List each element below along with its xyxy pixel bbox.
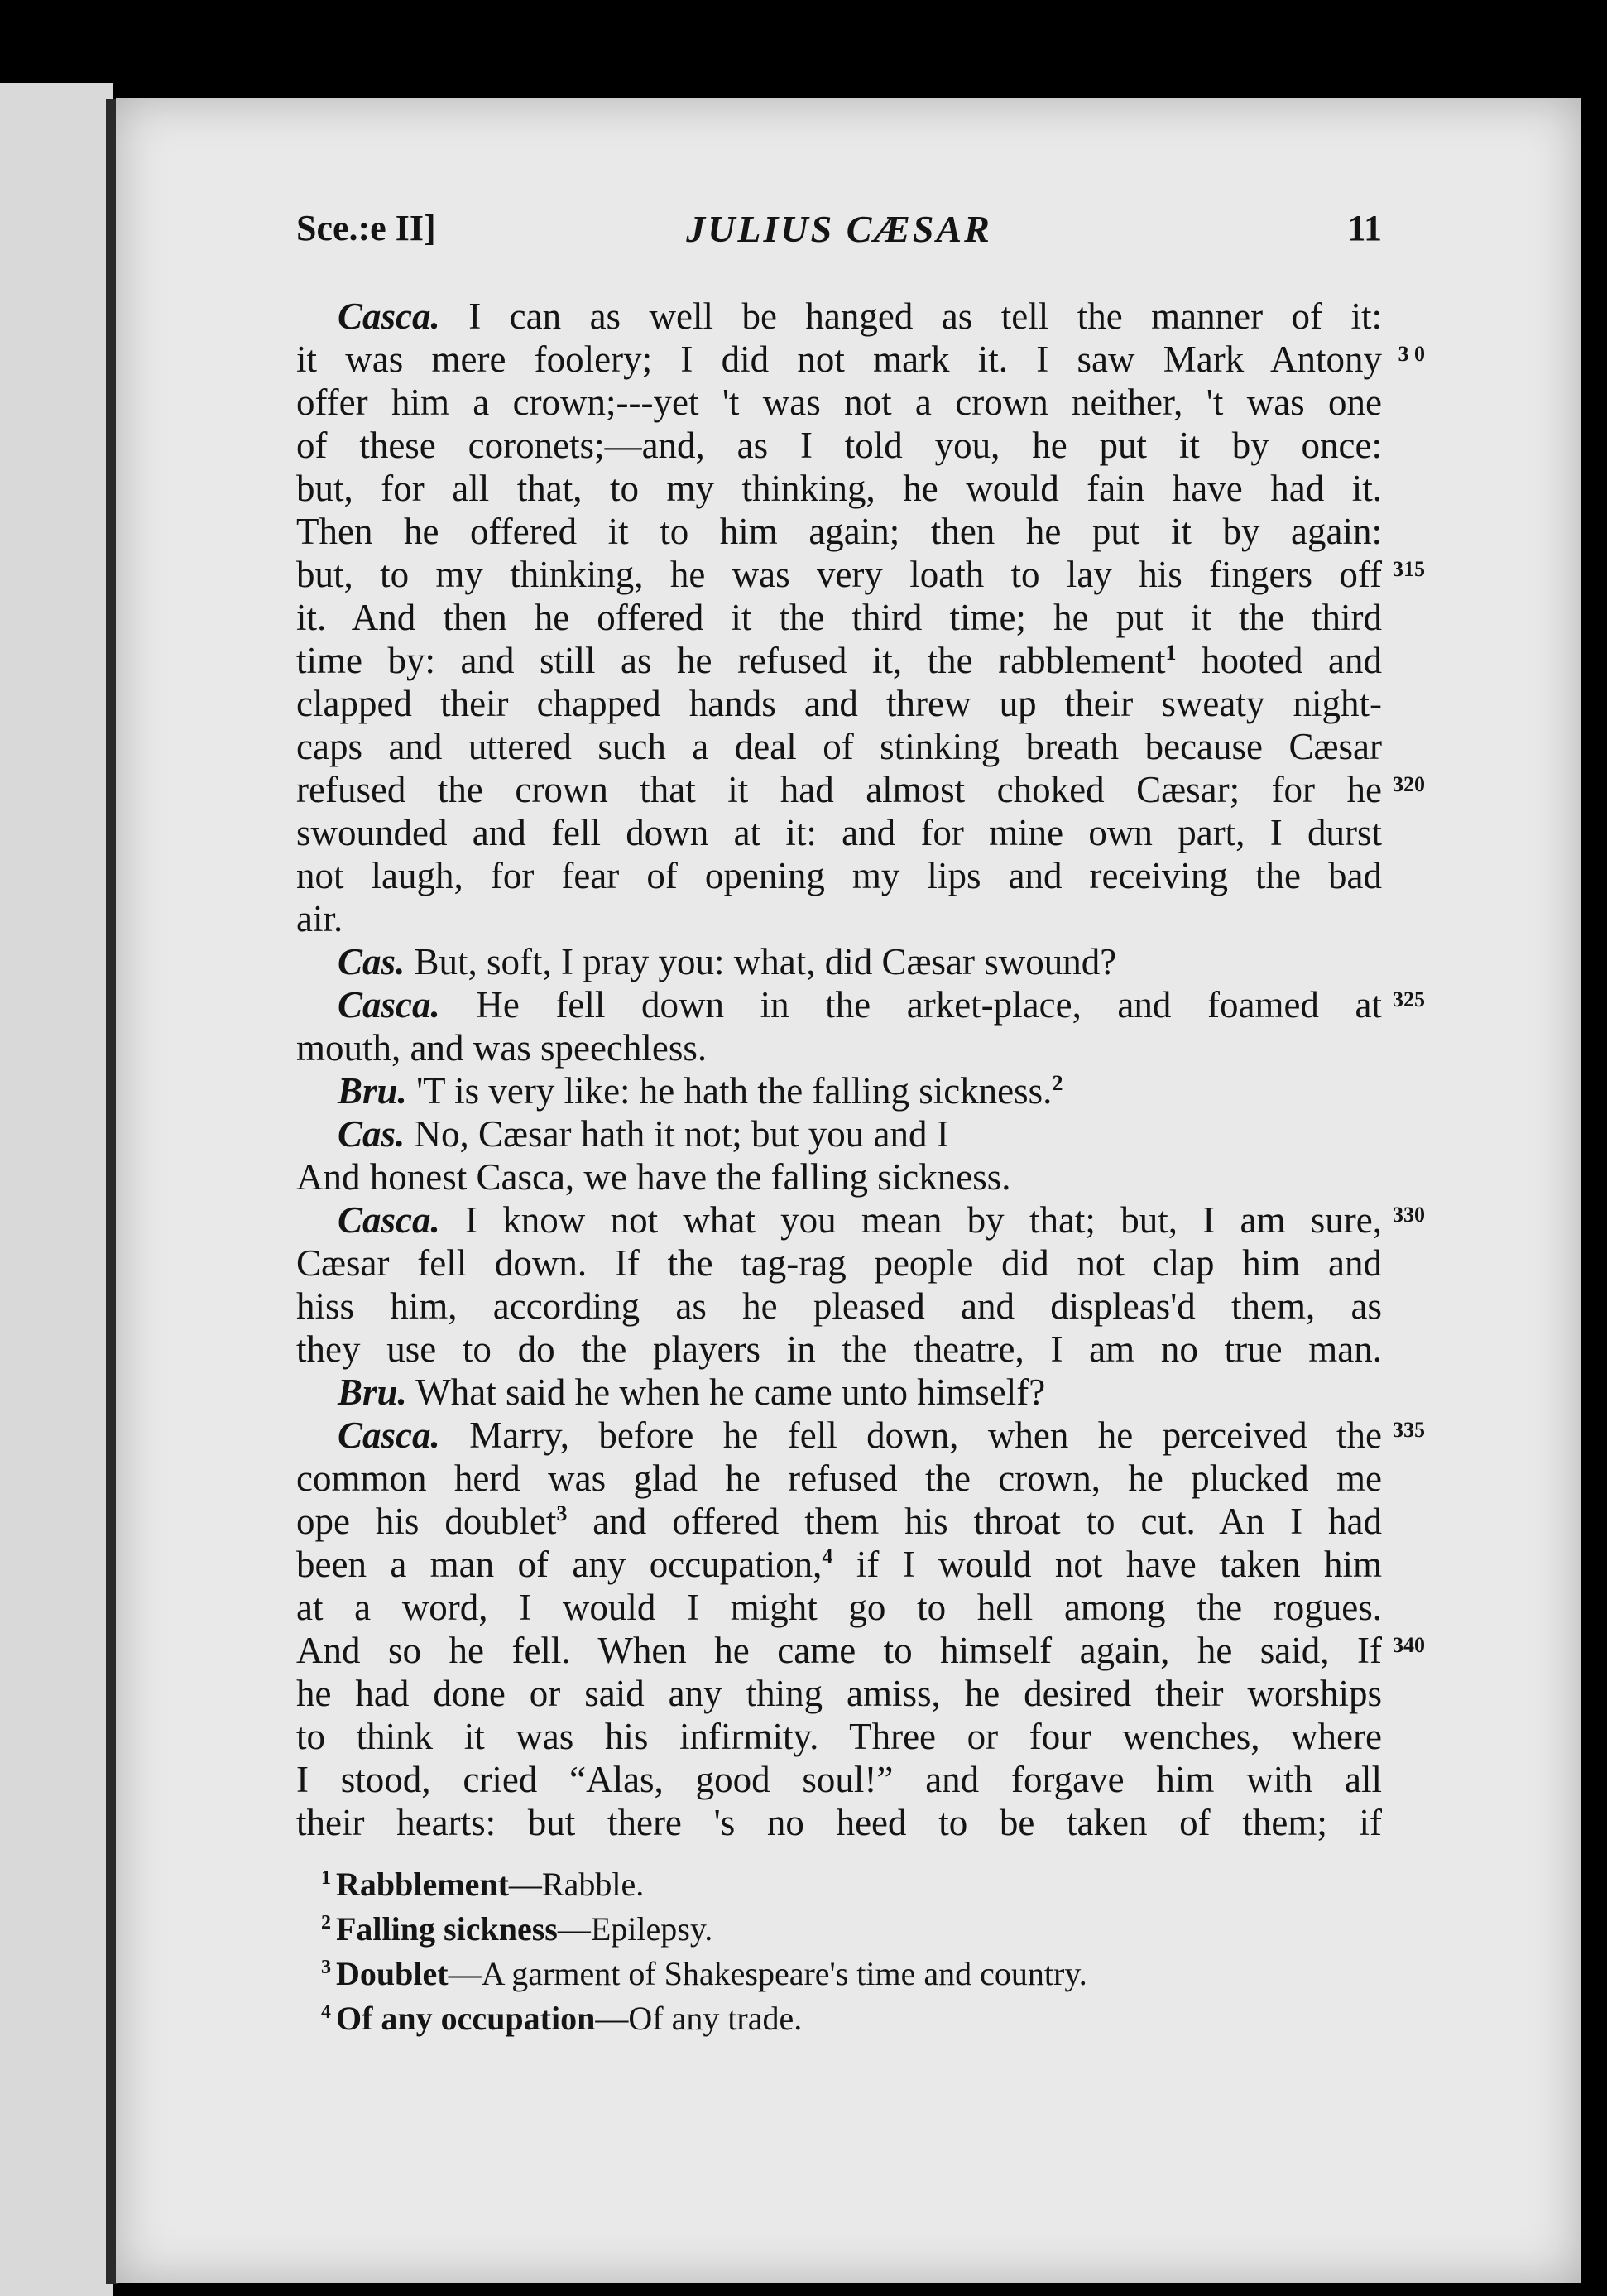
speaker-name: Casca. [338, 295, 440, 337]
text-line [296, 1198, 1425, 1242]
footnote-term: Doublet [336, 1955, 449, 1992]
footnote [321, 1996, 1397, 2041]
line-text-continued: hooted and [1176, 640, 1383, 681]
line-text: common herd was glad he refused the crown, he plucked me [296, 1458, 1382, 1499]
facing-page-edge [0, 83, 113, 2296]
line-text: I stood, cried “Alas, good soul!” and forgave him with all [296, 1759, 1382, 1800]
line-text: What said he when he came unto himself? [406, 1371, 1046, 1413]
line-number: 335 [1393, 1418, 1425, 1442]
play-title: JULIUS CÆSAR [686, 208, 992, 250]
speaker-name: Casca. [338, 984, 440, 1026]
scene-label: Sce.:e II] [296, 208, 436, 248]
line-number: 330 [1393, 1203, 1425, 1227]
line-text: 'T is very like: he hath the falling sickness. [406, 1070, 1053, 1112]
line-number: 340 [1393, 1633, 1425, 1657]
footnote [321, 1952, 1397, 1996]
line-text: it was mere foolery; I did not mark it. I saw Mark Antony [296, 339, 1382, 380]
text-line [296, 1672, 1382, 1715]
line-number: 320 [1393, 772, 1425, 796]
footnote-number: 3 [321, 1956, 331, 1978]
text-line [296, 1328, 1382, 1371]
line-text: he had done or said any thing amiss, he desired their worships [296, 1673, 1382, 1714]
footnote-number: 4 [321, 2001, 331, 2023]
text-line [296, 467, 1382, 510]
text-line [296, 983, 1425, 1026]
line-text: but, to my thinking, he was very loath to lay his fingers off [296, 554, 1382, 595]
line-text: refused the crown that it had almost choked Cæsar; for he [296, 769, 1382, 810]
footnote-definition: —Rabble. [508, 1866, 645, 1903]
footnote-ref: 4 [822, 1544, 833, 1568]
text-line [296, 1801, 1382, 1844]
line-text-continued: if I would not have taken him [832, 1544, 1382, 1585]
speaker-name: Cas. [338, 1113, 405, 1155]
text-line [296, 1457, 1382, 1500]
text-line [296, 1155, 1382, 1198]
text-line [296, 1414, 1425, 1457]
text-line [296, 1758, 1382, 1801]
line-text: to think it was his infirmity. Three or four wenches, where [296, 1716, 1382, 1757]
line-text: ope his doublet [296, 1501, 557, 1542]
line-text: He fell down in the arket-place, and foamed at [439, 984, 1382, 1026]
text-line [296, 639, 1382, 682]
footnote-number: 1 [321, 1866, 331, 1889]
line-text: And so he fell. When he came to himself again, he said, If [296, 1630, 1382, 1671]
speaker-name: Casca. [338, 1199, 440, 1241]
text-line [296, 424, 1382, 467]
text-line [296, 854, 1382, 897]
text-line [296, 1242, 1382, 1285]
line-text: air. [296, 898, 343, 939]
line-number: 315 [1393, 557, 1425, 581]
text-line [296, 1285, 1382, 1328]
line-text: at a word, I would I might go to hell among the rogues. [296, 1587, 1382, 1628]
footnote-ref: 3 [556, 1501, 568, 1525]
line-text: Then he offered it to him again; then he put it by again: [296, 511, 1382, 552]
text-line [296, 940, 1382, 983]
play-text [296, 295, 1425, 1844]
line-text: No, Cæsar hath it not; but you and I [405, 1113, 949, 1155]
line-number: 325 [1393, 987, 1425, 1011]
line-number: 3 0 [1398, 342, 1425, 366]
line-text: I can as well be hanged as tell the manner of it: [439, 295, 1382, 337]
speaker-name: Bru. [338, 1070, 407, 1112]
footnote-definition: —A garment of Shakespeare's time and country. [448, 1955, 1087, 1992]
line-text: clapped their chapped hands and threw up their sweaty night- [296, 683, 1382, 724]
footnote-term: Falling sickness [336, 1910, 558, 1948]
text-line [296, 768, 1425, 811]
footnote-term: Rabblement [336, 1866, 509, 1903]
text-line [296, 1629, 1425, 1672]
footnote-definition: —Epilepsy. [557, 1910, 713, 1948]
speaker-name: Cas. [338, 941, 405, 982]
footnote-ref: 1 [1165, 641, 1177, 665]
line-text: And honest Casca, we have the falling sickness. [296, 1156, 1011, 1198]
text-line [296, 1715, 1382, 1758]
text-line [296, 682, 1382, 725]
text-line [296, 1026, 1382, 1069]
footnote-number: 2 [321, 1911, 331, 1933]
line-text: hiss him, according as he pleased and displeas'd them, as [296, 1285, 1382, 1327]
text-line [296, 596, 1382, 639]
text-line [296, 1500, 1382, 1543]
footnote-definition: —Of any trade. [595, 2000, 803, 2037]
footnote [321, 1862, 1397, 1907]
line-text: of these coronets;—and, as I told you, he put it by once: [296, 425, 1382, 466]
line-text: time by: and still as he refused it, the rabblement [296, 640, 1166, 681]
footnote-term: Of any occupation [336, 2000, 596, 2037]
running-header [296, 207, 1382, 265]
line-text: it. And then he offered it the third time; he put it the third [296, 597, 1382, 638]
text-line [296, 1371, 1382, 1414]
line-text: Cæsar fell down. If the tag-rag people did not clap him and [296, 1242, 1382, 1284]
line-text: But, soft, I pray you: what, did Cæsar swound? [405, 941, 1117, 982]
line-text: not laugh, for fear of opening my lips and receiving the bad [296, 855, 1382, 896]
line-text: caps and uttered such a deal of stinking breath because Cæsar [296, 726, 1382, 767]
page-number: 11 [1347, 208, 1382, 248]
line-text: they use to do the players in the theatre, I am no true man. [296, 1328, 1382, 1370]
line-text: offer him a crown;-‑-yet 't was not a crown neither, 't was one [296, 382, 1382, 423]
line-text: Marry, before he fell down, when he perceived the [439, 1415, 1382, 1456]
text-line [296, 1586, 1382, 1629]
line-text: but, for all that, to my thinking, he would fain have had it. [296, 468, 1382, 509]
text-line [296, 811, 1382, 854]
text-line [296, 338, 1425, 381]
text-line [296, 381, 1382, 424]
line-text: mouth, and was speechless. [296, 1027, 708, 1069]
line-text: swounded and fell down at it: and for mine own part, I durst [296, 812, 1382, 853]
line-text: their hearts: but there 's no heed to be taken of them; if [296, 1802, 1382, 1843]
line-text-continued: and offered them his throat to cut. An I had [567, 1501, 1382, 1542]
text-line [296, 295, 1382, 338]
line-text: I know not what you mean by that; but, I am sure, [439, 1199, 1382, 1241]
text-line [296, 1069, 1382, 1112]
footnote-ref: 2 [1052, 1071, 1063, 1095]
text-line [296, 897, 1382, 940]
footnotes [321, 1862, 1397, 2041]
text-line [296, 1112, 1382, 1155]
speaker-name: Bru. [338, 1371, 407, 1413]
line-text: been a man of any occupation, [296, 1544, 823, 1585]
text-line [296, 725, 1382, 768]
speaker-name: Casca. [338, 1415, 440, 1456]
text-line [296, 1543, 1382, 1586]
text-line [296, 510, 1382, 553]
text-line [296, 553, 1425, 596]
footnote [321, 1907, 1397, 1952]
